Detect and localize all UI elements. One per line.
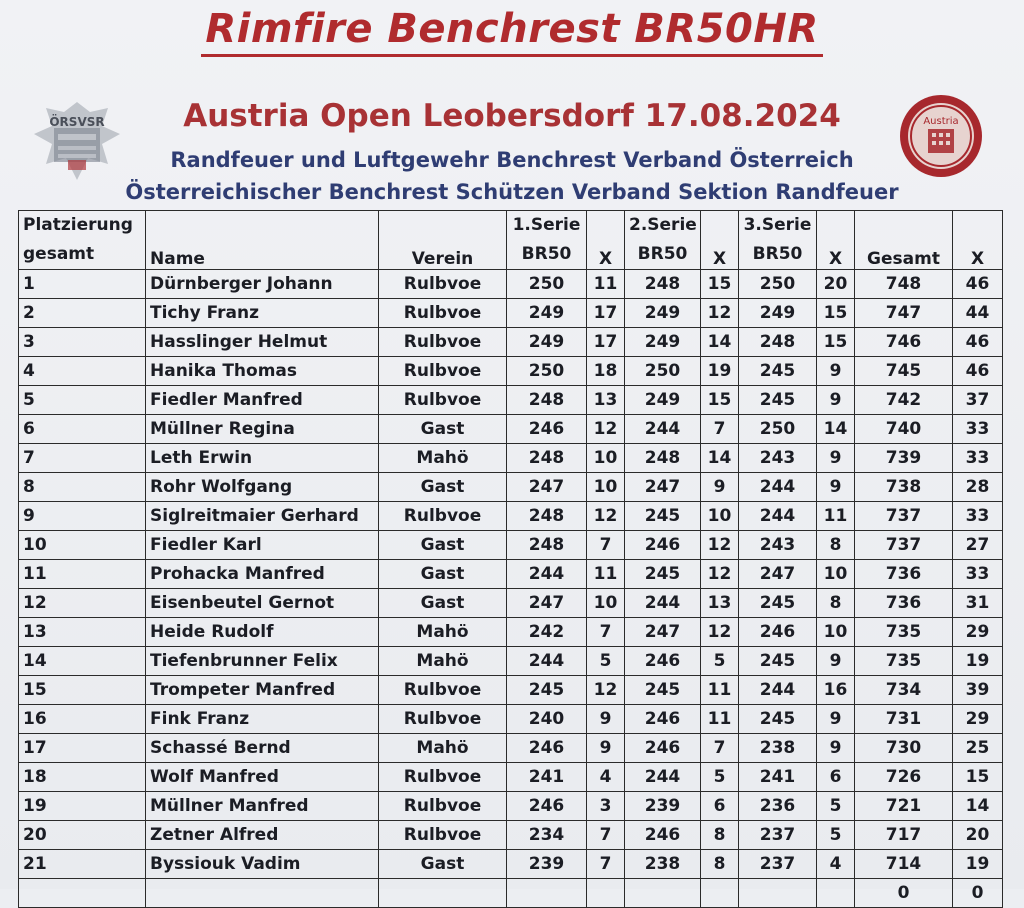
cell-total: 735 [855, 647, 953, 676]
cell-serie-3: 250 [739, 270, 817, 299]
cell-club: Rulbvoe [379, 792, 507, 821]
cell-x-total: 27 [953, 531, 1003, 560]
cell-serie-1: 240 [507, 705, 587, 734]
cell-serie-1: 241 [507, 763, 587, 792]
cell-x-1: 10 [587, 473, 625, 502]
cell-x-3: 10 [817, 618, 855, 647]
cell-x-total: 0 [953, 879, 1003, 908]
cell-name: Fink Franz [146, 705, 379, 734]
cell-x-2: 5 [701, 763, 739, 792]
cell-serie-2: 246 [625, 705, 701, 734]
cell-name: Rohr Wolfgang [146, 473, 379, 502]
table-row [19, 531, 1003, 560]
table-row [19, 357, 1003, 386]
cell-place [19, 879, 146, 908]
cell-name: Zetner Alfred [146, 821, 379, 850]
cell-club: Gast [379, 560, 507, 589]
cell-x-2: 8 [701, 850, 739, 879]
cell-serie-3: 237 [739, 850, 817, 879]
cell-x-1: 3 [587, 792, 625, 821]
cell-serie-2: 244 [625, 763, 701, 792]
cell-serie-2: 246 [625, 821, 701, 850]
cell-x-3: 6 [817, 763, 855, 792]
table-row [19, 705, 1003, 734]
cell-total: 746 [855, 328, 953, 357]
cell-name: Dürnberger Johann [146, 270, 379, 299]
cell-x-2: 5 [701, 647, 739, 676]
cell-name: Schassé Bernd [146, 734, 379, 763]
cell-x-2: 13 [701, 589, 739, 618]
cell-x-2 [701, 879, 739, 908]
cell-x-2: 14 [701, 328, 739, 357]
cell-serie-2: 247 [625, 473, 701, 502]
cell-x-1: 12 [587, 502, 625, 531]
cell-x-1: 7 [587, 531, 625, 560]
cell-x-1: 18 [587, 357, 625, 386]
cell-place: 20 [19, 821, 146, 850]
cell-club: Gast [379, 473, 507, 502]
cell-x-1: 9 [587, 734, 625, 763]
cell-club: Rulbvoe [379, 502, 507, 531]
cell-serie-1: 242 [507, 618, 587, 647]
cell-x-3: 16 [817, 676, 855, 705]
cell-name: Müllner Regina [146, 415, 379, 444]
cell-x-total: 46 [953, 328, 1003, 357]
cell-serie-1: 249 [507, 299, 587, 328]
cell-place: 10 [19, 531, 146, 560]
cell-x-total: 31 [953, 589, 1003, 618]
cell-x-2: 8 [701, 821, 739, 850]
cell-serie-2 [625, 879, 701, 908]
cell-club: Rulbvoe [379, 328, 507, 357]
cell-x-3: 14 [817, 415, 855, 444]
cell-club: Gast [379, 415, 507, 444]
table-row [19, 879, 1003, 908]
table-row [19, 734, 1003, 763]
cell-total: 717 [855, 821, 953, 850]
cell-serie-1: 246 [507, 792, 587, 821]
cell-serie-3: 243 [739, 531, 817, 560]
cell-total: 742 [855, 386, 953, 415]
cell-serie-1: 244 [507, 560, 587, 589]
cell-club: Rulbvoe [379, 299, 507, 328]
cell-x-1: 11 [587, 270, 625, 299]
cell-name: Siglreitmaier Gerhard [146, 502, 379, 531]
cell-x-3: 9 [817, 357, 855, 386]
header-total: Gesamt [855, 211, 953, 270]
cell-x-total: 14 [953, 792, 1003, 821]
cell-serie-3: 245 [739, 357, 817, 386]
cell-club: Rulbvoe [379, 821, 507, 850]
cell-serie-1: 248 [507, 502, 587, 531]
crest-lettering: ÖRSVSR [49, 115, 105, 129]
cell-x-total: 33 [953, 502, 1003, 531]
header-serie-2: 2.Serie BR50 [625, 211, 701, 270]
cell-x-3: 5 [817, 821, 855, 850]
cell-name: Tiefenbrunner Felix [146, 647, 379, 676]
cell-serie-1: 249 [507, 328, 587, 357]
cell-serie-3: 248 [739, 328, 817, 357]
cell-x-1: 17 [587, 299, 625, 328]
cell-total: 736 [855, 560, 953, 589]
cell-club: Rulbvoe [379, 270, 507, 299]
cell-serie-2: 245 [625, 676, 701, 705]
cell-total: 735 [855, 618, 953, 647]
cell-serie-1: 246 [507, 415, 587, 444]
table-row [19, 560, 1003, 589]
federation-line-2: Österreichischer Benchrest Schützen Verband Sektion Randfeuer [125, 180, 899, 204]
cell-x-total: 44 [953, 299, 1003, 328]
cell-serie-3: 244 [739, 473, 817, 502]
cell-name: Tichy Franz [146, 299, 379, 328]
cell-place: 8 [19, 473, 146, 502]
header-serie-3: 3.Serie BR50 [739, 211, 817, 270]
cell-total: 739 [855, 444, 953, 473]
cell-serie-1: 250 [507, 357, 587, 386]
cell-total: 731 [855, 705, 953, 734]
cell-x-total: 15 [953, 763, 1003, 792]
cell-club: Mahö [379, 618, 507, 647]
table-row [19, 647, 1003, 676]
cell-x-2: 7 [701, 415, 739, 444]
cell-serie-2: 246 [625, 734, 701, 763]
cell-x-2: 6 [701, 792, 739, 821]
cell-total: 730 [855, 734, 953, 763]
cell-x-total: 33 [953, 560, 1003, 589]
cell-place: 18 [19, 763, 146, 792]
cell-place: 7 [19, 444, 146, 473]
cell-serie-3: 245 [739, 647, 817, 676]
cell-total: 747 [855, 299, 953, 328]
cell-place: 6 [19, 415, 146, 444]
cell-name: Heide Rudolf [146, 618, 379, 647]
header-club: Verein [379, 211, 507, 270]
cell-club: Rulbvoe [379, 763, 507, 792]
header-x-1: X [587, 211, 625, 270]
cell-x-2: 15 [701, 270, 739, 299]
cell-serie-2: 248 [625, 444, 701, 473]
cell-serie-3: 245 [739, 386, 817, 415]
cell-total: 740 [855, 415, 953, 444]
cell-place: 17 [19, 734, 146, 763]
cell-x-1: 7 [587, 618, 625, 647]
cell-x-1: 17 [587, 328, 625, 357]
header-name: Name [146, 211, 379, 270]
cell-x-1: 12 [587, 415, 625, 444]
cell-club: Mahö [379, 444, 507, 473]
cell-serie-2: 250 [625, 357, 701, 386]
cell-serie-2: 244 [625, 589, 701, 618]
cell-serie-1 [507, 879, 587, 908]
cell-x-1: 9 [587, 705, 625, 734]
cell-x-1: 4 [587, 763, 625, 792]
table-header-row [19, 211, 1003, 270]
cell-club [379, 879, 507, 908]
cell-total: 0 [855, 879, 953, 908]
cell-name: Müllner Manfred [146, 792, 379, 821]
cell-club: Mahö [379, 647, 507, 676]
cell-serie-3: 249 [739, 299, 817, 328]
cell-x-3: 15 [817, 328, 855, 357]
cell-club: Rulbvoe [379, 386, 507, 415]
cell-serie-2: 249 [625, 328, 701, 357]
cell-x-3: 4 [817, 850, 855, 879]
cell-serie-3: 245 [739, 589, 817, 618]
event-subtitle: Austria Open Leobersdorf 17.08.2024 [183, 98, 841, 134]
table-row [19, 589, 1003, 618]
cell-serie-1: 248 [507, 444, 587, 473]
cell-x-3: 20 [817, 270, 855, 299]
cell-x-2: 14 [701, 444, 739, 473]
page-title: Rimfire Benchrest BR50HR [0, 6, 1024, 52]
cell-x-2: 7 [701, 734, 739, 763]
cell-x-3 [817, 879, 855, 908]
cell-serie-1: 246 [507, 734, 587, 763]
cell-x-total: 46 [953, 270, 1003, 299]
cell-x-total: 33 [953, 444, 1003, 473]
cell-x-3: 10 [817, 560, 855, 589]
cell-x-total: 19 [953, 850, 1003, 879]
cell-serie-1: 247 [507, 589, 587, 618]
cell-serie-1: 234 [507, 821, 587, 850]
cell-total: 714 [855, 850, 953, 879]
cell-serie-3 [739, 879, 817, 908]
cell-serie-2: 246 [625, 647, 701, 676]
cell-x-3: 8 [817, 531, 855, 560]
cell-club: Rulbvoe [379, 676, 507, 705]
cell-x-total: 19 [953, 647, 1003, 676]
cell-name: Leth Erwin [146, 444, 379, 473]
cell-x-2: 11 [701, 676, 739, 705]
cell-place: 14 [19, 647, 146, 676]
cell-club: Rulbvoe [379, 705, 507, 734]
cell-place: 9 [19, 502, 146, 531]
cell-place: 15 [19, 676, 146, 705]
cell-total: 726 [855, 763, 953, 792]
cell-place: 12 [19, 589, 146, 618]
cell-x-total: 29 [953, 618, 1003, 647]
cell-x-2: 15 [701, 386, 739, 415]
cell-name: Fiedler Manfred [146, 386, 379, 415]
cell-club: Gast [379, 850, 507, 879]
cell-club: Mahö [379, 734, 507, 763]
cell-x-3: 9 [817, 734, 855, 763]
header-serie-1: 1.Serie BR50 [507, 211, 587, 270]
cell-serie-1: 245 [507, 676, 587, 705]
cell-name [146, 879, 379, 908]
cell-total: 748 [855, 270, 953, 299]
cell-name: Hanika Thomas [146, 357, 379, 386]
cell-total: 745 [855, 357, 953, 386]
table-row [19, 502, 1003, 531]
cell-serie-1: 248 [507, 531, 587, 560]
cell-serie-2: 247 [625, 618, 701, 647]
results-table [18, 210, 1003, 908]
cell-serie-3: 236 [739, 792, 817, 821]
table-row [19, 328, 1003, 357]
cell-x-total: 46 [953, 357, 1003, 386]
cell-x-total: 33 [953, 415, 1003, 444]
cell-x-total: 28 [953, 473, 1003, 502]
cell-total: 736 [855, 589, 953, 618]
seal-lettering: Austria [923, 116, 959, 127]
table-row [19, 386, 1003, 415]
header-x-3: X [817, 211, 855, 270]
cell-serie-2: 249 [625, 299, 701, 328]
cell-serie-2: 244 [625, 415, 701, 444]
cell-x-1 [587, 879, 625, 908]
results-body [19, 270, 1003, 908]
cell-serie-2: 245 [625, 560, 701, 589]
header-x-2: X [701, 211, 739, 270]
cell-club: Gast [379, 589, 507, 618]
cell-serie-3: 245 [739, 705, 817, 734]
cell-serie-3: 241 [739, 763, 817, 792]
cell-total: 734 [855, 676, 953, 705]
cell-x-3: 9 [817, 473, 855, 502]
cell-x-1: 10 [587, 444, 625, 473]
cell-serie-3: 250 [739, 415, 817, 444]
cell-name: Byssiouk Vadim [146, 850, 379, 879]
cell-place: 1 [19, 270, 146, 299]
cell-place: 2 [19, 299, 146, 328]
cell-x-2: 12 [701, 618, 739, 647]
cell-club: Gast [379, 531, 507, 560]
table-row [19, 444, 1003, 473]
cell-x-total: 37 [953, 386, 1003, 415]
cell-x-2: 19 [701, 357, 739, 386]
cell-x-total: 39 [953, 676, 1003, 705]
cell-x-1: 11 [587, 560, 625, 589]
cell-x-1: 7 [587, 850, 625, 879]
cell-place: 21 [19, 850, 146, 879]
cell-x-2: 12 [701, 560, 739, 589]
cell-x-3: 5 [817, 792, 855, 821]
cell-x-3: 9 [817, 705, 855, 734]
cell-total: 737 [855, 502, 953, 531]
cell-serie-1: 248 [507, 386, 587, 415]
cell-place: 19 [19, 792, 146, 821]
table-row [19, 270, 1003, 299]
cell-serie-2: 238 [625, 850, 701, 879]
cell-name: Trompeter Manfred [146, 676, 379, 705]
table-row [19, 792, 1003, 821]
cell-serie-3: 244 [739, 676, 817, 705]
cell-name: Hasslinger Helmut [146, 328, 379, 357]
cell-serie-2: 245 [625, 502, 701, 531]
cell-serie-3: 246 [739, 618, 817, 647]
cell-x-3: 9 [817, 444, 855, 473]
cell-x-2: 10 [701, 502, 739, 531]
cell-x-total: 25 [953, 734, 1003, 763]
cell-x-1: 12 [587, 676, 625, 705]
cell-total: 721 [855, 792, 953, 821]
cell-x-2: 9 [701, 473, 739, 502]
cell-name: Prohacka Manfred [146, 560, 379, 589]
cell-x-3: 11 [817, 502, 855, 531]
cell-place: 13 [19, 618, 146, 647]
cell-serie-3: 243 [739, 444, 817, 473]
cell-x-3: 9 [817, 647, 855, 676]
cell-serie-3: 244 [739, 502, 817, 531]
cell-place: 5 [19, 386, 146, 415]
cell-x-3: 15 [817, 299, 855, 328]
cell-x-2: 12 [701, 299, 739, 328]
cell-name: Fiedler Karl [146, 531, 379, 560]
cell-serie-2: 248 [625, 270, 701, 299]
table-row [19, 618, 1003, 647]
cell-x-1: 7 [587, 821, 625, 850]
table-row [19, 473, 1003, 502]
cell-x-1: 13 [587, 386, 625, 415]
cell-x-3: 9 [817, 386, 855, 415]
cell-place: 16 [19, 705, 146, 734]
table-row [19, 676, 1003, 705]
cell-serie-2: 249 [625, 386, 701, 415]
table-row [19, 821, 1003, 850]
table-row [19, 850, 1003, 879]
cell-serie-2: 239 [625, 792, 701, 821]
cell-x-2: 11 [701, 705, 739, 734]
cell-serie-2: 246 [625, 531, 701, 560]
table-row [19, 763, 1003, 792]
cell-x-total: 20 [953, 821, 1003, 850]
cell-name: Eisenbeutel Gernot [146, 589, 379, 618]
cell-x-total: 29 [953, 705, 1003, 734]
header-x-total: X [953, 211, 1003, 270]
cell-serie-3: 247 [739, 560, 817, 589]
federation-line-1: Randfeuer und Luftgewehr Benchrest Verband Österreich [170, 148, 854, 172]
cell-serie-3: 238 [739, 734, 817, 763]
cell-total: 738 [855, 473, 953, 502]
cell-place: 3 [19, 328, 146, 357]
cell-serie-1: 239 [507, 850, 587, 879]
cell-serie-1: 247 [507, 473, 587, 502]
cell-x-3: 8 [817, 589, 855, 618]
cell-name: Wolf Manfred [146, 763, 379, 792]
cell-serie-1: 250 [507, 270, 587, 299]
cell-club: Rulbvoe [379, 357, 507, 386]
cell-total: 737 [855, 531, 953, 560]
cell-place: 4 [19, 357, 146, 386]
cell-x-1: 5 [587, 647, 625, 676]
table-row [19, 415, 1003, 444]
header-placement: Platzierung gesamt [19, 211, 146, 270]
cell-place: 11 [19, 560, 146, 589]
cell-x-2: 12 [701, 531, 739, 560]
table-row [19, 299, 1003, 328]
cell-x-1: 10 [587, 589, 625, 618]
cell-serie-1: 244 [507, 647, 587, 676]
cell-serie-3: 237 [739, 821, 817, 850]
